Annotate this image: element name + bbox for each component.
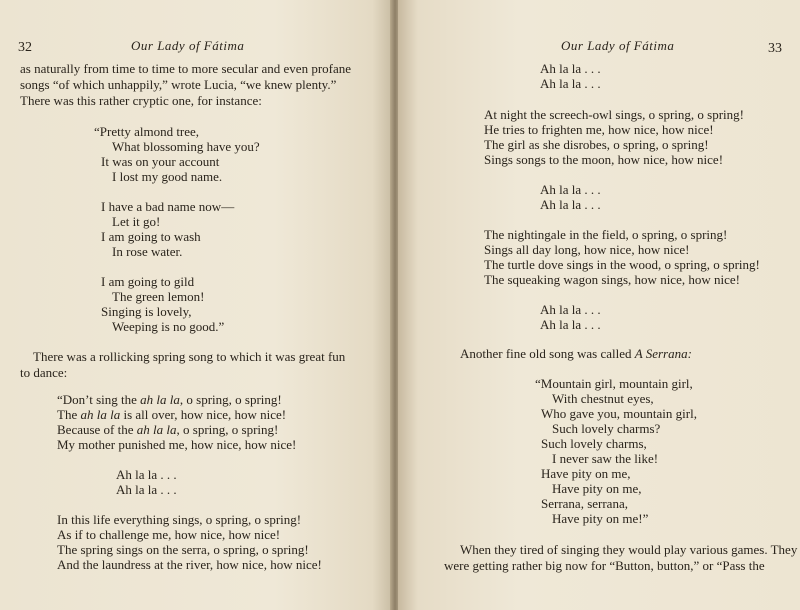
song-line: At night the screech-owl sings, o spring, o spring! bbox=[484, 107, 744, 122]
poem-line: What blossoming have you? bbox=[112, 139, 260, 154]
body-line: songs “of which unhappily,” wrote Lucia, “we knew plenty.” bbox=[20, 77, 337, 92]
song-line: Sings all day long, how nice, how nice! bbox=[484, 242, 690, 257]
song-line: As if to challenge me, how nice, how nice! bbox=[57, 527, 281, 542]
body-line: to dance: bbox=[20, 365, 68, 380]
song-line: My mother punished me, how nice, how nice! bbox=[57, 437, 297, 452]
poem-line: Such lovely charms? bbox=[552, 421, 661, 436]
song-line: Sings songs to the moon, how nice, how nice! bbox=[484, 152, 724, 167]
song-line: In this life everything sings, o spring, o spring! bbox=[57, 512, 302, 527]
poem-line: I never saw the like! bbox=[552, 451, 659, 466]
refrain-line: Ah la la . . . bbox=[116, 467, 177, 482]
poem-line: “Pretty almond tree, bbox=[94, 124, 200, 139]
body-line: Another fine old song was called A Serrana: bbox=[460, 346, 692, 361]
running-header: Our Lady of Fátima bbox=[131, 38, 245, 53]
song-line: The squeaking wagon sings, how nice, how nice! bbox=[484, 272, 740, 287]
poem-line: Let it go! bbox=[112, 214, 161, 229]
running-header: Our Lady of Fátima bbox=[561, 38, 675, 53]
page-number: 32 bbox=[18, 40, 32, 55]
song-line: The turtle dove sings in the wood, o spring, o spring! bbox=[484, 257, 760, 272]
poem-line: Weeping is no good.” bbox=[112, 319, 225, 334]
refrain-line: Ah la la . . . bbox=[540, 76, 601, 91]
song-line: And the laundress at the river, how nice, how nice! bbox=[57, 557, 322, 572]
left-page bbox=[0, 0, 392, 610]
poem-line: Have pity on me!” bbox=[552, 511, 649, 526]
poem-line: Singing is lovely, bbox=[101, 304, 192, 319]
song-line: The spring sings on the serra, o spring, o spring! bbox=[57, 542, 309, 557]
body-line: as naturally from time to time to more secular and even profane bbox=[20, 61, 352, 76]
song-line: The ah la la is all over, how nice, how nice! bbox=[57, 407, 287, 422]
refrain-line: Ah la la . . . bbox=[540, 197, 601, 212]
poem-line: In rose water. bbox=[112, 244, 183, 259]
poem-line: Have pity on me, bbox=[552, 481, 642, 496]
song-line: He tries to frighten me, how nice, how nice! bbox=[484, 122, 714, 137]
body-line: were getting rather big now for “Button, button,” or “Pass the bbox=[444, 558, 765, 573]
refrain-line: Ah la la . . . bbox=[540, 182, 601, 197]
body-line: There was this rather cryptic one, for instance: bbox=[20, 93, 262, 108]
right-page bbox=[398, 0, 800, 610]
refrain-line: Ah la la . . . bbox=[116, 482, 177, 497]
refrain-line: Ah la la . . . bbox=[540, 302, 601, 317]
poem-line: I am going to gild bbox=[101, 274, 195, 289]
body-line: There was a rollicking spring song to which it was great fun bbox=[33, 349, 346, 364]
body-line: When they tired of singing they would play various games. They bbox=[460, 542, 798, 557]
poem-line: I am going to wash bbox=[101, 229, 201, 244]
poem-line: Such lovely charms, bbox=[541, 436, 647, 451]
poem-line: I lost my good name. bbox=[112, 169, 223, 184]
poem-line: Have pity on me, bbox=[541, 466, 631, 481]
song-line: The girl as she disrobes, o spring, o spring! bbox=[484, 137, 709, 152]
poem-line: With chestnut eyes, bbox=[552, 391, 654, 406]
poem-line: Serrana, serrana, bbox=[541, 496, 628, 511]
poem-line: The green lemon! bbox=[112, 289, 205, 304]
refrain-line: Ah la la . . . bbox=[540, 61, 601, 76]
poem-line: It was on your account bbox=[101, 154, 220, 169]
song-line: Because of the ah la la, o spring, o spring! bbox=[57, 422, 279, 437]
song-line: The nightingale in the field, o spring, o spring! bbox=[484, 227, 728, 242]
song-line: “Don’t sing the ah la la, o spring, o spring! bbox=[57, 392, 282, 407]
poem-line: “Mountain girl, mountain girl, bbox=[535, 376, 693, 391]
refrain-line: Ah la la . . . bbox=[540, 317, 601, 332]
poem-line: Who gave you, mountain girl, bbox=[541, 406, 697, 421]
page-number: 33 bbox=[768, 41, 782, 56]
poem-line: I have a bad name now— bbox=[101, 199, 235, 214]
